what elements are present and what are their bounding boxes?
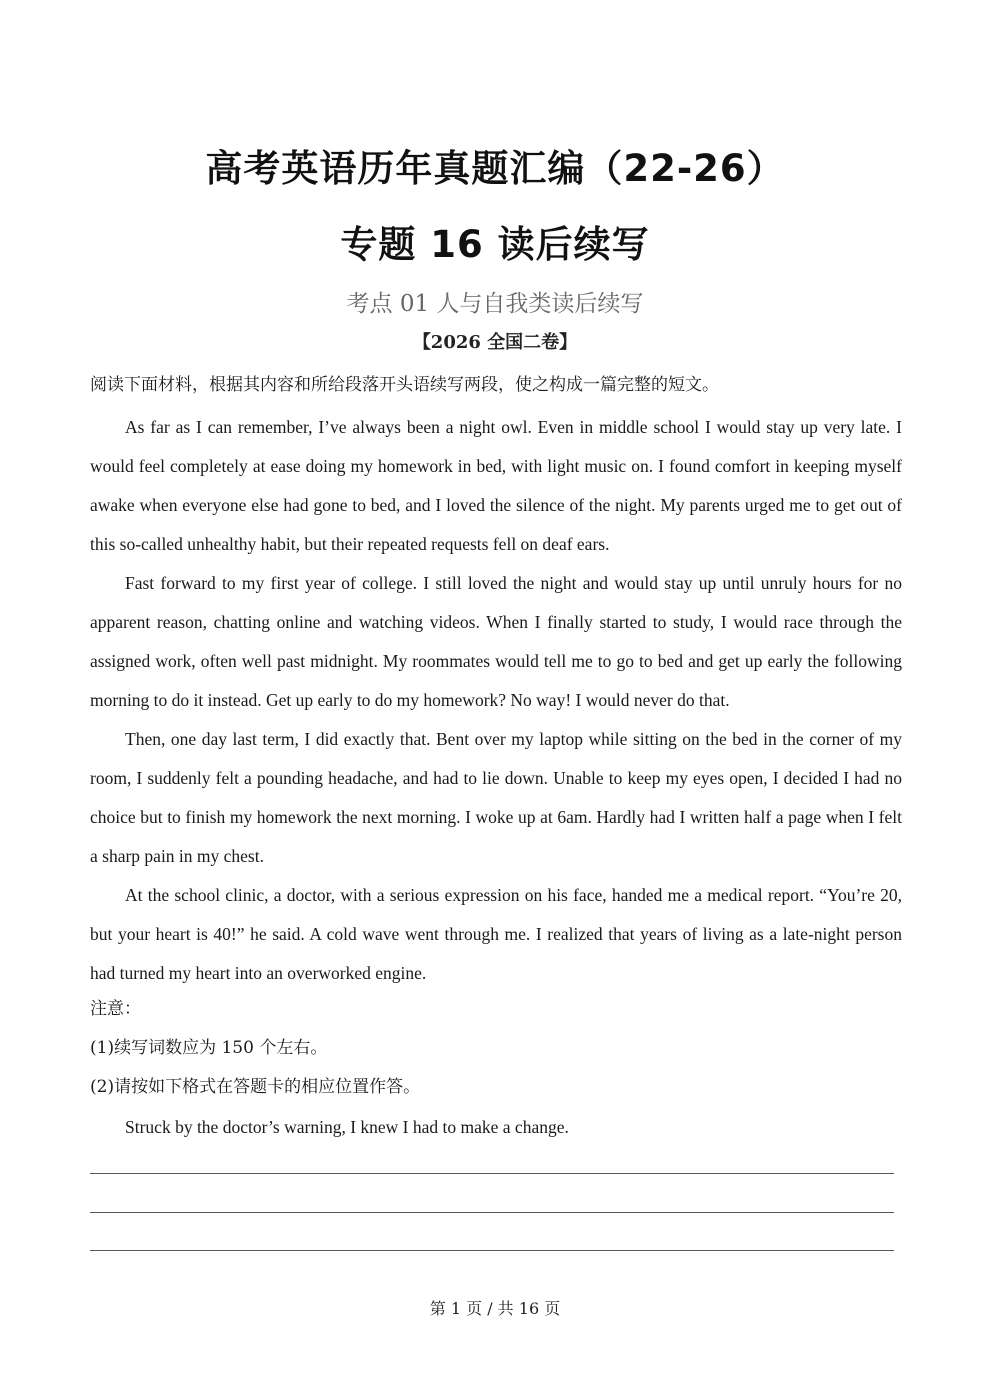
passage-paragraph-1: As far as I can remember, I’ve always been a night owl. Even in middle school I would stay up very late. I would feel completely at ease doing my homework in bed, with light music on. I found comfort in keeping myself awake when everyone else had gone to bed, and I loved the silence of the night. My parents urged me to get out of this so-called unhealthy habit, but their repeated requests fell on deaf ears. bbox=[90, 417, 902, 554]
passage-paragraph-4: At the school clinic, a doctor, with a serious expression on his face, handed me a medical report. “You’re 20, but your heart is 40!” he said. A cold wave went through me. I realized that years of living as a late-night person had turned my heart into an overworked engine. bbox=[90, 885, 902, 983]
document-title: 高考英语历年真题汇编（22-26） bbox=[205, 147, 785, 190]
exam-source-tag: 【2026 全国二卷】 bbox=[412, 332, 578, 353]
passage-paragraph-3: Then, one day last term, I did exactly that. Bent over my laptop while sitting on the bed in the corner of my room, I suddenly felt a pounding headache, and had to lie down. Unable to keep my eyes open, I decided I had no choice but to finish my homework the next morning. I woke up at 6am. Hardly had I written half a page when I felt a sharp pain in my chest. bbox=[90, 729, 902, 866]
answer-line bbox=[90, 1250, 894, 1251]
topic-title: 专题 16 读后续写 bbox=[340, 223, 650, 266]
reading-passage bbox=[90, 408, 902, 993]
continuation-opening-sentence: Struck by the doctor’s warning, I knew I had to make a change. bbox=[125, 1117, 569, 1137]
task-instruction: 阅读下面材料，根据其内容和所给段落开头语续写两段，使之构成一篇完整的短文。 bbox=[90, 375, 719, 395]
notes-section bbox=[90, 990, 902, 1107]
note-item-2: (2)请按如下格式在答题卡的相应位置作答。 bbox=[90, 1077, 421, 1097]
page-number-footer: 第 1 页 / 共 16 页 bbox=[429, 1299, 561, 1318]
note-item-1: (1)续写词数应为 150 个左右。 bbox=[90, 1038, 328, 1058]
notes-heading: 注意： bbox=[90, 999, 141, 1019]
passage-paragraph-2: Fast forward to my first year of college. I still loved the night and would stay up until unruly hours for no apparent reason, chatting online and watching videos. When I finally started to study, I would race through the assigned work, often well past midnight. My roommates would tell me to go to bed and get up early the following morning to do it instead. Get up early to do my homework? No way! I would never do that. bbox=[90, 573, 902, 710]
answer-line bbox=[90, 1212, 894, 1213]
exam-point-heading: 考点 01 人与自我类读后续写 bbox=[346, 291, 644, 317]
answer-line bbox=[90, 1173, 894, 1174]
